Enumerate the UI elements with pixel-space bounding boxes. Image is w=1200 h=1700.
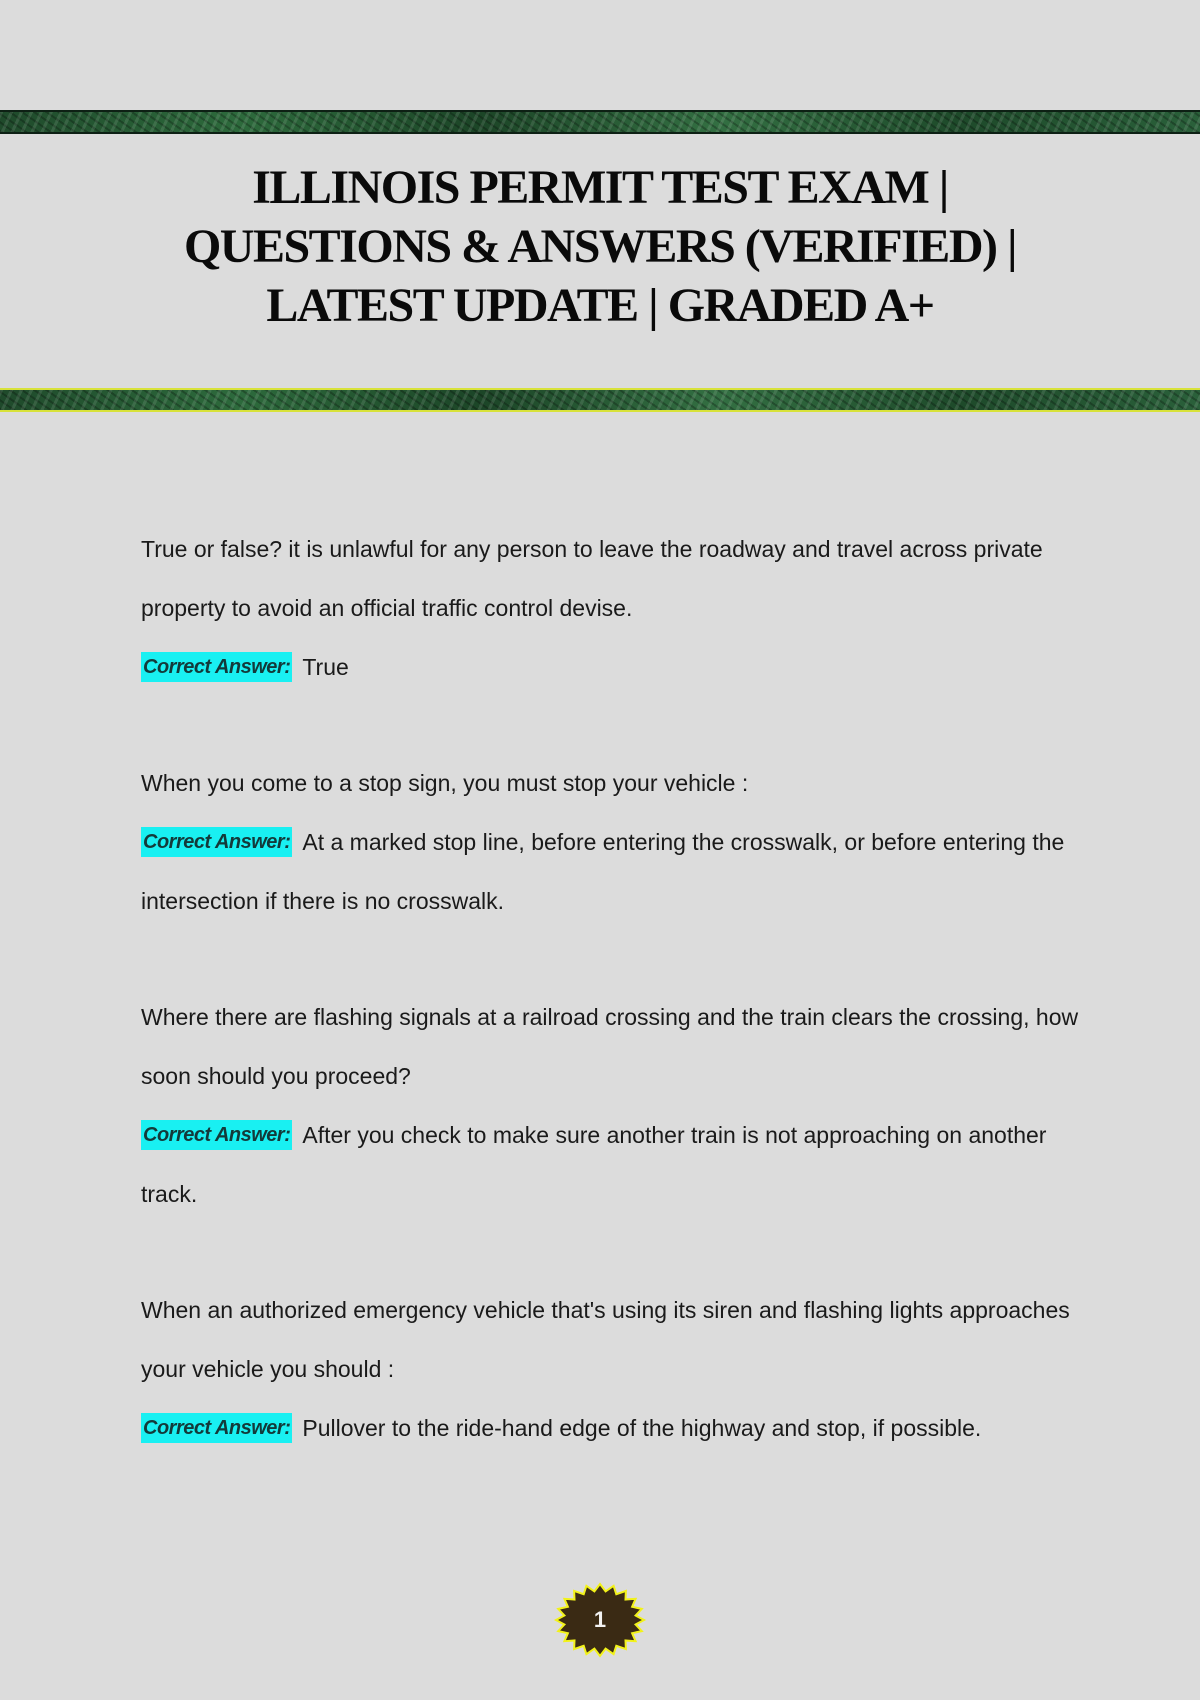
title-line-2: QUESTIONS & ANSWERS (VERIFIED) | (183, 220, 1017, 273)
answer-line (141, 813, 1081, 931)
title-line-3: LATEST UPDATE | GRADED A+ (266, 279, 934, 332)
correct-answer-badge: Correct Answer: (141, 827, 292, 857)
page-number-badge (553, 1581, 647, 1659)
question-text: Where there are flashing signals at a railroad crossing and the train clears the crossing, how soon should you proceed? (141, 1004, 1079, 1089)
answer-line (141, 638, 1081, 697)
answer-text: After you check to make sure another train is not approaching on another track. (141, 1122, 1047, 1207)
correct-answer-badge: Correct Answer: (141, 1413, 292, 1443)
header-decorative-band-top (0, 110, 1200, 134)
answer-line (141, 1399, 1081, 1458)
qa-item (141, 520, 1081, 697)
answer-text: At a marked stop line, before entering the crosswalk, or before entering the intersection if there is no crosswalk. (141, 829, 1065, 914)
question-text: When you come to a stop sign, you must stop your vehicle : (141, 770, 749, 796)
answer-line (141, 1106, 1081, 1224)
qa-list (141, 520, 1081, 1515)
title-line-1: ILLINOIS PERMIT TEST EXAM | (252, 161, 948, 214)
qa-item (141, 754, 1081, 931)
header-decorative-band-bottom (0, 388, 1200, 412)
correct-answer-badge: Correct Answer: (141, 652, 292, 682)
qa-item (141, 1281, 1081, 1458)
qa-item (141, 988, 1081, 1224)
answer-text: True (302, 654, 349, 680)
answer-text: Pullover to the ride-hand edge of the highway and stop, if possible. (302, 1415, 982, 1441)
correct-answer-badge: Correct Answer: (141, 1120, 292, 1150)
document-title (60, 158, 1140, 335)
question-text: True or false? it is unlawful for any person to leave the roadway and travel across private property to avoid an official traffic control devise. (141, 536, 1043, 621)
page-number: 1 (593, 1607, 607, 1632)
question-text: When an authorized emergency vehicle that's using its siren and flashing lights approaches your vehicle you should : (141, 1297, 1070, 1382)
